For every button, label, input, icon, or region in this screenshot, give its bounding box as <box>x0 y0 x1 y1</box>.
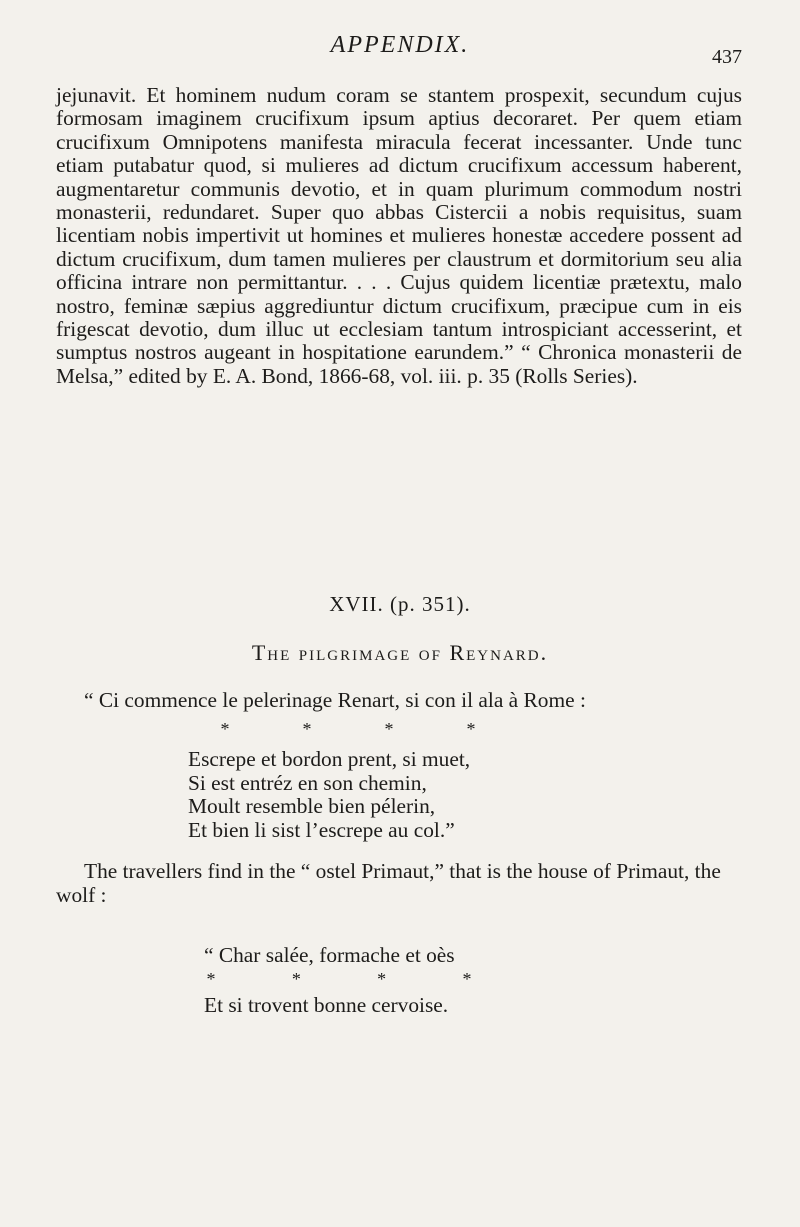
verse-line: Si est entréz en son chemin, <box>188 770 427 795</box>
verse-line: Escrepe et bordon prent, si muet, <box>188 747 471 771</box>
star-mark: * <box>384 719 394 739</box>
section-number: XVII. (p. 351). <box>329 592 471 616</box>
commentary-paragraph: The travellers find in the “ ostel Primaut,” that is the house of Primaut, the wolf : <box>56 859 721 907</box>
verse-line: Et bien li sist l’escrepe au col.” <box>188 817 455 842</box>
star-mark: * <box>466 719 476 739</box>
ellipsis-stars <box>218 720 478 738</box>
star-mark: * <box>291 969 301 989</box>
running-head: APPENDIX. <box>330 32 470 58</box>
section-title: The pilgrimage of Reynard. <box>251 640 549 665</box>
star-mark: * <box>377 969 387 989</box>
verse-opening-line: “ Ci commence le pelerinage Renart, si con il ala à Rome : <box>84 688 586 712</box>
verse-opening-line-2: “ Char salée, formache et oès <box>204 943 455 967</box>
verse-line: Moult resemble bien pélerin, <box>188 794 436 819</box>
star-mark: * <box>462 969 472 989</box>
latin-paragraph: jejunavit. Et hominem nudum coram se stantem prospexit, secundum cujus formosam imaginem crucifixum ipsum aptius decoraret. Per quem etiam crucifixum Omnipotens manifesta miracula fecerat incessanter. Unde tunc etiam putabatur quod, si mulieres ad dictum crucifixum accessum haberent, augmentaretur communis devotio, et in quam plurimum commodum nostri monasterii, redundaret. Super quo abbas Cistercii a nobis requisitus, suam licentiam nobis impertivit ut homines et mulieres honestæ accedere possent ad dictum crucifixum, dum tamen mulieres per claustrum et dormitorium seu alia officina intrare non permittantur. . . . Cujus quidem licentiæ prætextu, malo nostro, feminæ sæpius aggrediuntur dictum crucifixum, præcipue cum in eis frigescat devotio, dum illuc ut ecclesiam tantum introspiciant accesserint, et sumptus nostros augeant in hospitatione earundem.” “ Chronica monasterii de Melsa,” edited by E. A. Bond, 1866-68, vol. iii. p. 35 (Rolls Series). <box>56 83 742 388</box>
ellipsis-stars-2 <box>204 970 474 988</box>
verse-closing-line: Et si trovent bonne cervoise. <box>204 993 449 1017</box>
star-mark: * <box>302 719 312 739</box>
star-mark: * <box>220 719 230 739</box>
page-number: 437 <box>712 46 742 68</box>
verse-stanza <box>188 748 748 842</box>
star-mark: * <box>206 969 216 989</box>
